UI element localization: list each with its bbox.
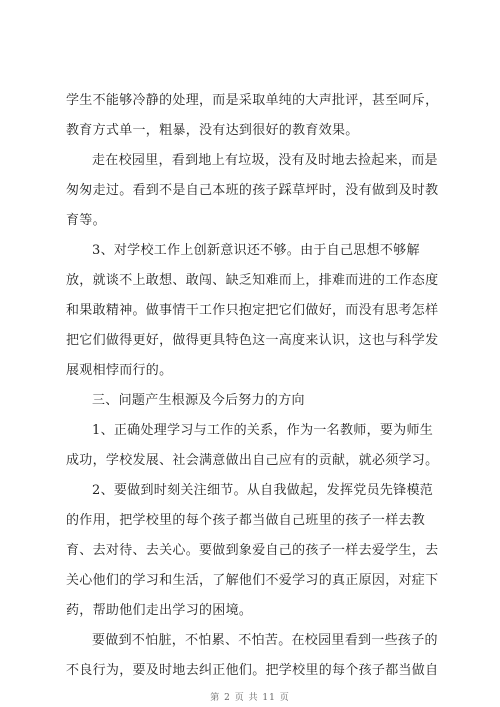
text-line: 1、正确处理学习与工作的关系，作为一名教师，要为师生 bbox=[92, 423, 434, 438]
text-line: 学生不能够冷静的处理，而是采取单纯的大声批评，甚至呵斥， bbox=[66, 93, 439, 108]
text-line: 育、去对待、去关心。要做到象爱自己的孩子一样去爱学生，去 bbox=[66, 543, 439, 558]
text-line: 匆匆走过。看到不是自己本班的孩子踩草坪时，没有做到及时教 bbox=[66, 183, 439, 198]
text-line: 不良行为，要及时地去纠正他们。把学校里的每个孩子都当做自 bbox=[66, 663, 439, 678]
text-line: 展观相悖而行的。 bbox=[66, 363, 173, 378]
text-line: 要做到不怕脏，不怕累、不怕苦。在校园里看到一些孩子的 bbox=[92, 633, 438, 648]
text-line: 走在校园里，看到地上有垃圾，没有及时地去捡起来，而是 bbox=[92, 153, 438, 168]
text-line: 药，帮助他们走出学习的困境。 bbox=[66, 603, 253, 618]
text-line: 把它们做得更好，做得更具特色这一高度来认识，这也与科学发 bbox=[66, 333, 439, 348]
page-footer: 第 2 页 共 11 页 bbox=[210, 693, 290, 703]
text-line: 的作用，把学校里的每个孩子都当做自己班里的孩子一样去教 bbox=[66, 513, 426, 528]
text-line: 2、要做到时刻关注细节。从自我做起，发挥党员先锋模范 bbox=[92, 483, 434, 498]
text-line: 和果敢精神。做事情干工作只抱定把它们做好，而没有思考怎样 bbox=[66, 303, 439, 318]
text-line: 放，就谈不上敢想、敢闯、缺乏知难而上，排难而进的工作态度 bbox=[66, 273, 439, 288]
text-line: 成功，学校发展、社会满意做出自己应有的贡献，就必须学习。 bbox=[66, 453, 439, 468]
text-line: 关心他们的学习和生活，了解他们不爱学习的真正原因，对症下 bbox=[66, 573, 439, 588]
text-line: 育等。 bbox=[66, 213, 106, 228]
text-line: 3、对学校工作上创新意识还不够。由于自己思想不够解 bbox=[92, 243, 420, 258]
text-line: 教育方式单一，粗暴，没有达到很好的教育效果。 bbox=[66, 123, 359, 138]
section-heading: 三、问题产生根源及今后努力的方向 bbox=[92, 393, 305, 408]
